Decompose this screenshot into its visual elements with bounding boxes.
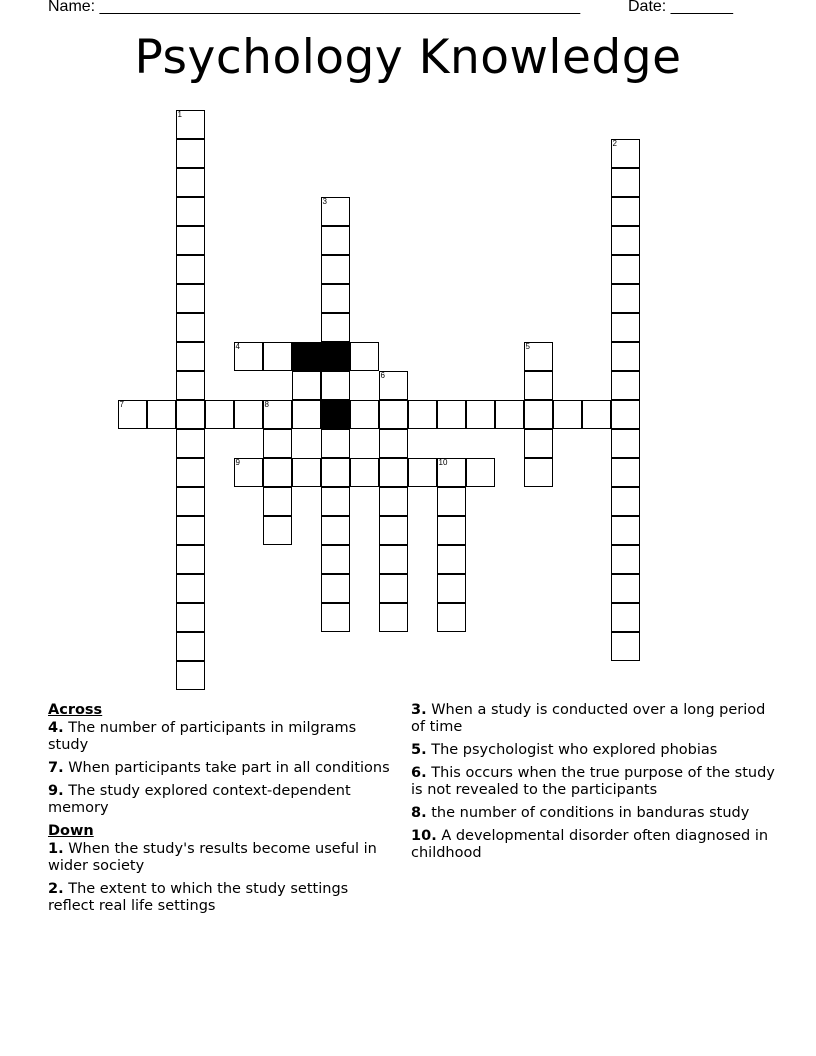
clue-number: 8 [411,805,422,821]
grid-cell[interactable] [263,342,292,371]
cell-number: 2 [612,139,617,148]
grid-cell[interactable] [611,197,640,226]
grid-cell[interactable] [321,284,350,313]
grid-cell[interactable] [350,342,379,371]
clue-across-4: 4. The number of participants in milgrams study [48,720,357,753]
grid-cell[interactable] [176,516,205,545]
grid-cell[interactable] [321,255,350,284]
across-heading: Across [48,702,103,718]
cell-number: 8 [264,400,269,409]
grid-cell[interactable] [176,313,205,342]
grid-cell[interactable] [176,226,205,255]
clue-text: The number of participants in milgrams study [48,720,357,753]
grid-cell[interactable] [611,400,640,429]
grid-cell[interactable] [611,371,640,400]
grid-cell[interactable] [524,371,553,400]
grid-cell[interactable] [611,226,640,255]
grid-cell[interactable] [611,284,640,313]
clue-number: 1 [48,841,59,857]
clue-down-1: 1. When the study's results become useful in wider society [48,841,377,874]
grid-cell[interactable] [611,458,640,487]
grid-cell[interactable] [553,400,582,429]
grid-cell[interactable] [176,284,205,313]
grid-cell[interactable] [437,458,466,487]
clue-number: 3 [411,702,422,718]
grid-cell[interactable] [408,458,437,487]
grid-cell[interactable] [437,487,466,516]
grid-cell[interactable] [611,632,640,661]
clues-left-column [48,702,398,921]
grid-cell[interactable] [379,458,408,487]
grid-cell[interactable] [176,661,205,690]
grid-cell[interactable] [147,400,176,429]
grid-cell[interactable] [176,342,205,371]
grid-cell[interactable] [321,574,350,603]
black-square [292,342,321,371]
grid-cell[interactable] [176,197,205,226]
black-square [321,342,350,371]
down-heading: Down [48,823,94,839]
grid-cell[interactable] [263,400,292,429]
clue-text: A developmental disorder often diagnosed in childhood [411,828,769,861]
clue-number: 7 [48,760,59,776]
clue-number: 4 [48,720,59,736]
grid-cell[interactable] [205,400,234,429]
grid-cell[interactable] [321,516,350,545]
black-square [321,400,350,429]
grid-cell[interactable] [437,574,466,603]
grid-cell[interactable] [176,255,205,284]
grid-cell[interactable] [379,400,408,429]
clue-text: When participants take part in all conditions [68,760,390,776]
grid-cell[interactable] [176,603,205,632]
grid-cell[interactable] [524,342,553,371]
clues-right-column [411,702,781,868]
grid-cell[interactable] [437,400,466,429]
grid-cell[interactable] [321,429,350,458]
grid-cell[interactable] [176,371,205,400]
cell-number: 10 [438,458,448,467]
grid-cell[interactable] [176,429,205,458]
clue-text: When a study is conducted over a long period of time [411,702,766,735]
grid-cell[interactable] [379,487,408,516]
clue-number: 9 [48,783,59,799]
grid-cell[interactable] [321,603,350,632]
grid-cell[interactable] [234,342,263,371]
grid-cell[interactable] [611,603,640,632]
clue-text: This occurs when the true purpose of the study is not revealed to the participants [411,765,775,798]
grid-cell[interactable] [176,110,205,139]
grid-cell[interactable] [408,400,437,429]
clue-down-2: 2. The extent to which the study settings reflect real life settings [48,881,349,914]
grid-cell[interactable] [176,400,205,429]
grid-cell[interactable] [176,458,205,487]
grid-cell[interactable] [292,371,321,400]
grid-cell[interactable] [321,197,350,226]
clue-across-7: 7. When participants take part in all conditions [48,760,390,776]
grid-cell[interactable] [292,400,321,429]
grid-cell[interactable] [611,313,640,342]
grid-cell[interactable] [466,400,495,429]
grid-cell[interactable] [234,400,263,429]
grid-cell[interactable] [611,342,640,371]
grid-cell[interactable] [582,400,611,429]
cell-number: 1 [177,110,182,119]
grid-cell[interactable] [524,400,553,429]
grid-cell[interactable] [321,313,350,342]
clue-down-8: 8. the number of conditions in banduras study [411,805,750,821]
grid-cell[interactable] [379,574,408,603]
clue-number: 10 [411,828,432,844]
grid-cell[interactable] [611,545,640,574]
grid-cell[interactable] [176,139,205,168]
clue-text: When the study's results become useful in wider society [48,841,377,874]
grid-cell[interactable] [292,458,321,487]
clue-text: The study explored context-dependent memory [48,783,351,816]
grid-cell[interactable] [611,516,640,545]
grid-cell[interactable] [176,632,205,661]
grid-cell[interactable] [176,168,205,197]
grid-cell[interactable] [437,545,466,574]
grid-cell[interactable] [350,400,379,429]
grid-cell[interactable] [263,458,292,487]
grid-cell[interactable] [379,545,408,574]
cell-number: 7 [119,400,124,409]
grid-cell[interactable] [234,458,263,487]
grid-cell[interactable] [321,545,350,574]
grid-cell[interactable] [321,487,350,516]
grid-cell[interactable] [176,487,205,516]
grid-cell[interactable] [524,458,553,487]
cell-number: 5 [525,342,530,351]
clue-text: The extent to which the study settings reflect real life settings [48,881,349,914]
page-title: Psychology Knowledge [134,30,682,85]
grid-cell[interactable] [321,226,350,255]
grid-cell[interactable] [611,168,640,197]
clue-down-3: 3. When a study is conducted over a long period of time [411,702,766,735]
grid-cell[interactable] [321,458,350,487]
cell-number: 6 [380,371,385,380]
grid-cell[interactable] [611,487,640,516]
grid-cell[interactable] [495,400,524,429]
grid-cell[interactable] [437,603,466,632]
name-field[interactable]: Name: ______________________________________________________ [48,0,581,15]
grid-cell[interactable] [263,487,292,516]
grid-cell[interactable] [611,574,640,603]
grid-cell[interactable] [611,139,640,168]
grid-cell[interactable] [611,255,640,284]
grid-cell[interactable] [611,429,640,458]
grid-cell[interactable] [524,429,553,458]
grid-cell[interactable] [437,516,466,545]
clue-down-10: 10. A developmental disorder often diagnosed in childhood [411,828,769,861]
grid-cell[interactable] [466,458,495,487]
grid-cell[interactable] [379,371,408,400]
grid-cell[interactable] [263,429,292,458]
clue-number: 2 [48,881,59,897]
grid-cell[interactable] [263,516,292,545]
clue-across-9: 9. The study explored context-dependent memory [48,783,351,816]
cell-number: 4 [235,342,240,351]
grid-cell[interactable] [118,400,147,429]
clue-down-6: 6. This occurs when the true purpose of the study is not revealed to the participants [411,765,775,798]
cell-number: 9 [235,458,240,467]
grid-cell[interactable] [379,603,408,632]
grid-cell[interactable] [176,574,205,603]
clue-text: the number of conditions in banduras study [431,805,750,821]
grid-cell[interactable] [379,516,408,545]
clue-text: The psychologist who explored phobias [431,742,718,758]
cell-number: 3 [322,197,327,206]
clue-number: 6 [411,765,422,781]
grid-cell[interactable] [176,545,205,574]
grid-cell[interactable] [350,458,379,487]
clue-down-5: 5. The psychologist who explored phobias [411,742,718,758]
date-field[interactable]: Date: _______ [628,0,733,15]
clue-number: 5 [411,742,422,758]
grid-cell[interactable] [379,429,408,458]
grid-cell[interactable] [321,371,350,400]
